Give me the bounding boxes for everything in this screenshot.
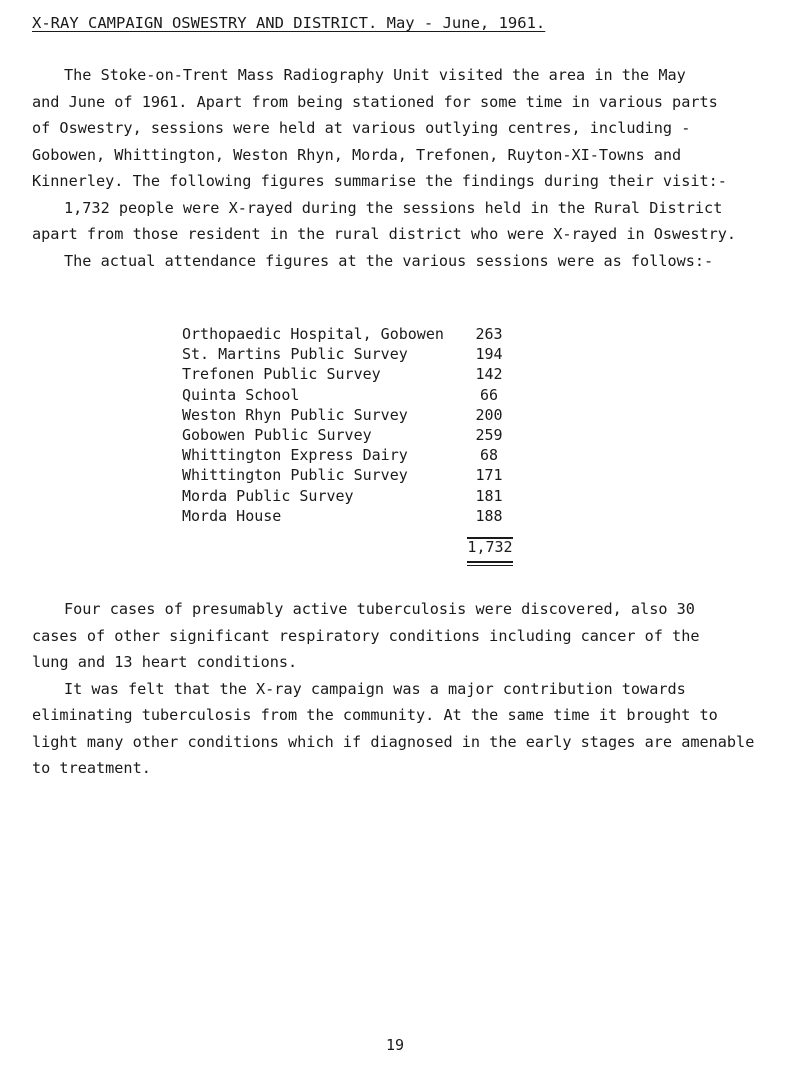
table-row bbox=[182, 324, 512, 344]
table-row bbox=[182, 385, 512, 405]
page-number: 19 bbox=[385, 1036, 405, 1054]
findings-line: light many other conditions which if diagnosed in the early stages are amenable bbox=[32, 732, 755, 751]
session-name: Trefonen Public Survey bbox=[182, 365, 381, 384]
session-count: 200 bbox=[475, 405, 503, 424]
total-rule-bottom bbox=[467, 561, 513, 563]
table-row bbox=[182, 344, 512, 364]
intro-line: apart from those resident in the rural district who were X-rayed in Oswestry. bbox=[32, 225, 737, 243]
table-row bbox=[182, 405, 512, 425]
total-value: 1,732 bbox=[467, 538, 513, 556]
intro-line: 1,732 people were X-rayed during the sessions held in the Rural District bbox=[64, 198, 723, 217]
session-name: Gobowen Public Survey bbox=[182, 425, 372, 444]
session-count: 142 bbox=[475, 365, 503, 384]
intro-line: Gobowen, Whittington, Weston Rhyn, Morda, Trefonen, Ruyton-XI-Towns and bbox=[32, 145, 682, 164]
session-count: 68 bbox=[479, 446, 499, 465]
session-count: 263 bbox=[475, 325, 503, 343]
table-row bbox=[182, 486, 512, 506]
intro-line: The actual attendance figures at the various sessions were as follows:- bbox=[64, 251, 714, 270]
session-name: Weston Rhyn Public Survey bbox=[182, 405, 408, 424]
session-name: Orthopaedic Hospital, Gobowen bbox=[182, 325, 444, 343]
table-row bbox=[182, 445, 512, 465]
session-count: 171 bbox=[475, 466, 503, 485]
session-name: Whittington Express Dairy bbox=[182, 446, 408, 465]
intro-line: and June of 1961. Apart from being stationed for some time in various parts bbox=[32, 92, 718, 111]
session-count: 259 bbox=[475, 425, 503, 444]
findings-line: It was felt that the X-ray campaign was a major contribution towards bbox=[64, 679, 686, 698]
table-row bbox=[182, 465, 512, 485]
total-rule-top bbox=[467, 537, 513, 539]
findings-line: to treatment. bbox=[32, 759, 151, 777]
findings-line: eliminating tuberculosis from the community. At the same time it brought to bbox=[32, 706, 718, 724]
findings-line: lung and 13 heart conditions. bbox=[32, 653, 298, 671]
session-count: 181 bbox=[475, 486, 503, 505]
table-row bbox=[182, 506, 512, 526]
session-name: Morda Public Survey bbox=[182, 486, 354, 505]
findings-line: Four cases of presumably active tuberculosis were discovered, also 30 bbox=[64, 600, 695, 618]
intro-paragraph bbox=[32, 62, 772, 274]
attendance-total bbox=[465, 537, 515, 557]
session-name: Whittington Public Survey bbox=[182, 466, 408, 485]
findings-line: cases of other significant respiratory conditions including cancer of the bbox=[32, 626, 700, 645]
table-row bbox=[182, 364, 512, 384]
intro-line: The Stoke-on-Trent Mass Radiography Unit visited the area in the May bbox=[64, 66, 686, 84]
session-name: Quinta School bbox=[182, 385, 300, 404]
session-count: 194 bbox=[475, 345, 503, 364]
session-name: St. Martins Public Survey bbox=[182, 345, 408, 364]
document-heading: X-RAY CAMPAIGN OSWESTRY AND DISTRICT. May - June, 1961. bbox=[32, 14, 546, 32]
intro-line: of Oswestry, sessions were held at various outlying centres, including - bbox=[32, 119, 691, 137]
attendance-table bbox=[182, 324, 512, 526]
session-count: 188 bbox=[475, 506, 503, 525]
session-name: Morda House bbox=[182, 506, 282, 525]
intro-line: Kinnerley. The following figures summarise the findings during their visit:- bbox=[32, 172, 727, 190]
findings-paragraph bbox=[32, 596, 780, 782]
total-rule-bottom-thin bbox=[467, 565, 513, 566]
session-count: 66 bbox=[479, 385, 499, 404]
table-row bbox=[182, 425, 512, 445]
